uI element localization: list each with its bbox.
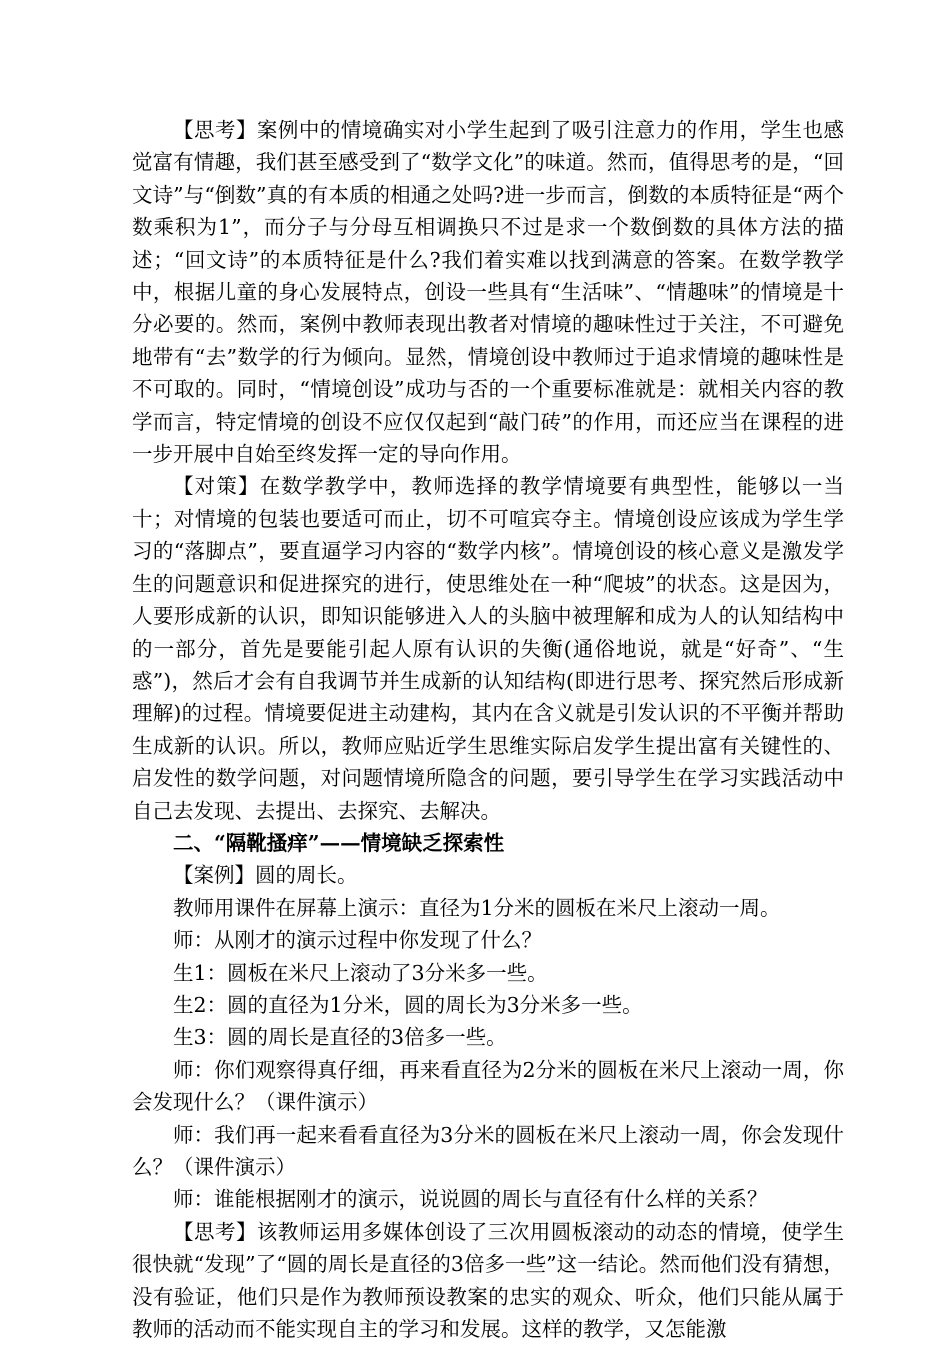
section-heading: 二、“隔靴搔痒”——情境缺乏探索性: [173, 830, 505, 855]
student-answer-3: 生3：圆的周长是直径的3倍多一些。: [173, 1025, 507, 1050]
teacher-question-2: 师：你们观察得真仔细，再来看直径为2分米的圆板在米尺上滚动一周，你会发现什么？（课件演示）: [132, 1057, 844, 1115]
reflection-paragraph: 【思考】案例中的情境确实对小学生起到了吸引注意力的作用，学生也感觉富有情趣，我们甚至感受到了“数学文化”的味道。然而，值得思考的是，“回文诗”与“倒数”真的有本质的相通之处吗?进一步而言，倒数的本质特征是“两个数乘积为1”，而分子与分母互相调换只不过是求一个数倒数的具体方法的描述；“回文诗”的本质特征是什么?我们着实难以找到满意的答案。在数学教学中，根据儿童的身心发展特点，创设一些具有“生活味”、“情趣味”的情境是十分必要的。然而，案例中教师表现出教者对情境的趣味性过于关注，不可避免地带有“去”数学的行为倾向。显然，情境创设中教师过于追求情境的趣味性是不可取的。同时，“情境创设”成功与否的一个重要标准就是：就相关内容的教学而言，特定情境的创设不应仅仅起到“敲门砖”的作用，而还应当在课程的进一步开展中自始至终发挥一定的导向作用。: [132, 118, 844, 467]
student-answer-1: 生1：圆板在米尺上滚动了3分米多一些。: [173, 960, 548, 985]
student-answer-2: 生2：圆的直径为1分米，圆的周长为3分米多一些。: [173, 992, 643, 1017]
strategy-paragraph: 【对策】在数学教学中，教师选择的教学情境要有典型性，能够以一当十；对情境的包装也要适可而止，切不可喧宾夺主。情境创设应该成为学生学习的“落脚点”，要直逼学习内容的“数学内核”。情境创设的核心意义是激发学生的问题意识和促进探究的进行，使思维处在一种“爬坡”的状态。这是因为，人要形成新的认识，即知识能够进入人的头脑中被理解和成为人的认知结构中的一部分，首先是要能引起人原有认识的失衡(通俗地说，就是“好奇”、“生惑”)，然后才会有自我调节并生成新的认知结构(即进行思考、探究然后形成新理解)的过程。情境要促进主动建构，其内在含义就是引发认识的不平衡并帮助生成新的认识。所以，教师应贴近学生思维实际启发学生提出富有关键性的、启发性的数学问题，对问题情境所隐含的问题，要引导学生在学习实践活动中自己去发现、去提出、去探究、去解决。: [132, 474, 844, 823]
document-body: [132, 114, 844, 1345]
demo-intro: 教师用课件在屏幕上演示：直径为1分米的圆板在米尺上滚动一周。: [173, 895, 781, 920]
teacher-question-1: 师：从刚才的演示过程中你发现了什么？: [173, 928, 542, 953]
reflection-paragraph-2: 【思考】该教师运用多媒体创设了三次用圆板滚动的动态的情境，使学生很快就“发现”了“圆的周长是直径的3倍多一些”这一结论。然而他们没有猜想，没有验证，他们只是作为教师预设教案的忠实的观众、听众，他们只能从属于教师的活动而不能实现自主的学习和发展。这样的教学，又怎能激: [132, 1219, 844, 1342]
case-label: 【案例】圆的周长。: [173, 863, 358, 888]
teacher-question-3: 师：我们再一起来看看直径为3分米的圆板在米尺上滚动一周，你会发现什么？（课件演示）: [132, 1122, 844, 1179]
teacher-question-4: 师：谁能根据刚才的演示，说说圆的周长与直径有什么样的关系？: [173, 1187, 768, 1212]
